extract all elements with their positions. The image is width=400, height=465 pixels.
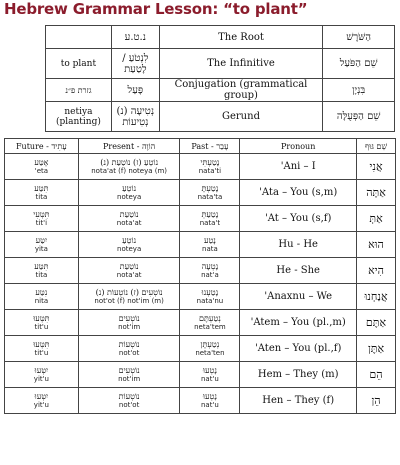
present-cell [78, 284, 180, 310]
present-cell-hebrew: נוֹטַעַת [119, 261, 139, 271]
gerund-heb-label: שֵׁם הַפְּעֻלָּה [323, 102, 395, 132]
present-cell [78, 310, 180, 336]
present-cell-hebrew: נוֹטְעוֹת [118, 391, 140, 401]
future-cell [5, 362, 79, 388]
future-cell [5, 180, 79, 206]
present-cell [78, 336, 180, 362]
future-cell-hebrew: תִּטַּע [34, 261, 49, 271]
pronoun-header: Pronoun [240, 139, 357, 154]
present-cell-transliteration: not'ot [118, 400, 140, 409]
subject-cell: אֲנִי [357, 154, 396, 180]
past-cell [180, 310, 240, 336]
past-cell-hebrew: נְטַעְתֶּן [200, 339, 220, 349]
subject-cell: הוּא [357, 232, 396, 258]
past-cell [180, 232, 240, 258]
past-cell-transliteration: nata'ta [197, 192, 223, 201]
present-cell [78, 362, 180, 388]
pronoun-cell: Hen – They (f) [240, 388, 357, 414]
present-cell-transliteration: noteya [117, 192, 142, 201]
subject-cell: אַתְּ [357, 206, 396, 232]
past-cell-transliteration: nata'ti [198, 166, 222, 175]
pronoun-cell: 'At – You (s,f) [240, 206, 357, 232]
future-cell-hebrew: יִטְּעוּ [34, 365, 49, 375]
conjugation-label: Conjugation (grammatical group) [159, 79, 322, 102]
infinitive-value: לִנְטֹעַ / לָטַעַת [111, 49, 159, 79]
gerund-english: netiya (planting) [46, 102, 112, 132]
present-cell-hebrew: נוֹטַעַת [119, 209, 139, 219]
table-row [5, 206, 396, 232]
conjugation-rows [5, 154, 396, 414]
present-cell [78, 388, 180, 414]
future-cell [5, 388, 79, 414]
conjugation-group: גזרת פ״נ [46, 79, 112, 102]
subject-cell: הִיא [357, 258, 396, 284]
past-cell [180, 180, 240, 206]
future-cell-transliteration: tit'u [34, 348, 49, 357]
present-cell [78, 206, 180, 232]
table-row [5, 154, 396, 180]
past-cell [180, 284, 240, 310]
pronoun-cell: He - She [240, 258, 357, 284]
future-cell-transliteration: nita [34, 296, 49, 305]
root-heb-label: הַשֹּׁרֶשׁ [323, 26, 395, 49]
future-cell-hebrew: יִטַּע [35, 235, 48, 245]
past-cell-hebrew: נָטְעָה [201, 261, 219, 271]
present-cell-transliteration: nota'at [116, 218, 142, 227]
future-cell-transliteration: tita [35, 192, 48, 201]
infinitive-row [46, 49, 395, 79]
present-cell-hebrew: נוֹטֵעַ (ז) נוֹטַעַת (נ) [100, 157, 159, 167]
present-cell-transliteration: nota'at (f) noteya (m) [91, 166, 168, 175]
pronoun-cell: 'Atem – You (pl.,m) [240, 310, 357, 336]
subject-header: שֵׁם גּוּף [357, 139, 396, 154]
gerund-value: נְטִיעָה (נ) נְטִיעוֹת [111, 102, 159, 132]
pronoun-cell: 'Anaxnu – We [240, 284, 357, 310]
page-title: Hebrew Grammar Lesson: “to plant” [4, 0, 308, 18]
future-cell-transliteration: yit'u [33, 374, 49, 383]
past-cell-transliteration: neta'ten [195, 348, 225, 357]
subject-cell: הֵם [357, 362, 396, 388]
present-cell [78, 154, 180, 180]
present-header: Present - הוֹוֶה [78, 139, 180, 154]
present-cell-hebrew: נוֹטְעִים [118, 365, 140, 375]
pronoun-cell: Hem – They (m) [240, 362, 357, 388]
future-cell [5, 336, 79, 362]
past-cell-hebrew: נָטַע [203, 235, 216, 245]
present-cell-transliteration: not'im [118, 374, 141, 383]
infinitive-english: to plant [46, 49, 112, 79]
present-cell-transliteration: nota'at [116, 270, 142, 279]
future-header: Future - עָתִיד [5, 139, 79, 154]
present-cell [78, 258, 180, 284]
table-row [5, 388, 396, 414]
table-row [5, 336, 396, 362]
pronoun-cell: 'Ata – You (s,m) [240, 180, 357, 206]
future-cell [5, 206, 79, 232]
subject-cell: אֲנַחְנוּ [357, 284, 396, 310]
past-cell-transliteration: nat'u [201, 374, 219, 383]
future-cell-hebrew: תִּטְּעוּ [33, 339, 50, 349]
present-cell-hebrew: נוֹטְעִים (ז) נוֹטְעוֹת (נ) [95, 287, 163, 297]
conjugation-row [46, 79, 395, 102]
past-cell-hebrew: נָטַעְנוּ [201, 287, 219, 297]
pronoun-cell: 'Aten – You (pl.,f) [240, 336, 357, 362]
table-row [5, 310, 396, 336]
future-cell-hebrew: תִּטְּעִי [33, 209, 50, 219]
future-cell [5, 232, 79, 258]
past-cell-transliteration: nat'a [201, 270, 219, 279]
pronoun-cell: Hu - He [240, 232, 357, 258]
present-cell [78, 232, 180, 258]
future-cell-hebrew: אֶטַּע [34, 157, 49, 167]
past-cell-hebrew: נָטַעַתְּ [201, 209, 219, 219]
table-row [5, 232, 396, 258]
present-cell-transliteration: not'ot [118, 348, 140, 357]
present-cell-hebrew: נוֹטְעוֹת [118, 339, 140, 349]
future-cell [5, 258, 79, 284]
conjugation-value: פָּעַל [111, 79, 159, 102]
header-row [5, 139, 396, 154]
past-cell-transliteration: nata [202, 244, 218, 253]
present-cell-hebrew: נוֹטֵעַ [122, 235, 137, 245]
future-cell-transliteration: tit'i [35, 218, 48, 227]
past-cell [180, 336, 240, 362]
past-cell-hebrew: נָטַעְתָּ [201, 183, 219, 193]
table-row [5, 362, 396, 388]
infinitive-label: The Infinitive [159, 49, 322, 79]
past-cell-transliteration: neta'tem [194, 322, 226, 331]
past-cell-transliteration: nata'nu [196, 296, 224, 305]
future-cell-transliteration: 'eta [34, 166, 49, 175]
past-cell [180, 206, 240, 232]
root-extra [46, 26, 112, 49]
present-cell [78, 180, 180, 206]
root-label: The Root [159, 26, 322, 49]
subject-cell: אַתֶּם [357, 310, 396, 336]
future-cell [5, 284, 79, 310]
present-cell-transliteration: not'ot (f) not'im (m) [94, 296, 164, 305]
future-cell-transliteration: yita [34, 244, 48, 253]
root-row [46, 26, 395, 49]
future-cell-transliteration: tit'u [34, 322, 49, 331]
pronoun-cell: 'Ani – I [240, 154, 357, 180]
subject-cell: הֵן [357, 388, 396, 414]
gerund-label: Gerund [159, 102, 322, 132]
future-cell [5, 310, 79, 336]
past-cell [180, 154, 240, 180]
past-cell [180, 362, 240, 388]
conjugation-table [4, 138, 396, 414]
future-cell-hebrew: תִּטְּעוּ [33, 313, 50, 323]
table-row [5, 180, 396, 206]
table-row [5, 258, 396, 284]
present-cell-transliteration: noteya [117, 244, 142, 253]
present-cell-hebrew: נוֹטֵעַ [122, 183, 137, 193]
past-header: Past - עָבַר [180, 139, 240, 154]
root-info-table [45, 25, 395, 132]
conjugation-heb-label: בִּנְיָן [323, 79, 395, 102]
future-cell-hebrew: תִּטַּע [34, 183, 49, 193]
future-cell-hebrew: נִטַּע [35, 287, 48, 297]
past-cell [180, 388, 240, 414]
present-cell-hebrew: נוֹטְעִים [118, 313, 140, 323]
present-cell-transliteration: not'im [118, 322, 141, 331]
past-cell-hebrew: נְטַעְתֶּם [199, 313, 221, 323]
future-cell-transliteration: yit'u [33, 400, 49, 409]
past-cell-hebrew: נָטְעוּ [202, 391, 217, 401]
future-cell-transliteration: tita [35, 270, 48, 279]
subject-cell: אַתֶּן [357, 336, 396, 362]
future-cell [5, 154, 79, 180]
gerund-row [46, 102, 395, 132]
past-cell [180, 258, 240, 284]
table-row [5, 284, 396, 310]
infinitive-heb-label: שֵׁם הַפֹּעַל [323, 49, 395, 79]
past-cell-transliteration: nat'u [201, 400, 219, 409]
root-value: נ.ט.ע [111, 26, 159, 49]
subject-cell: אַתָּה [357, 180, 396, 206]
past-cell-transliteration: nata't [199, 218, 221, 227]
past-cell-hebrew: נָטְעוּ [202, 365, 217, 375]
past-cell-hebrew: נָטַעְתִּי [200, 157, 220, 167]
future-cell-hebrew: יִטְּעוּ [34, 391, 49, 401]
